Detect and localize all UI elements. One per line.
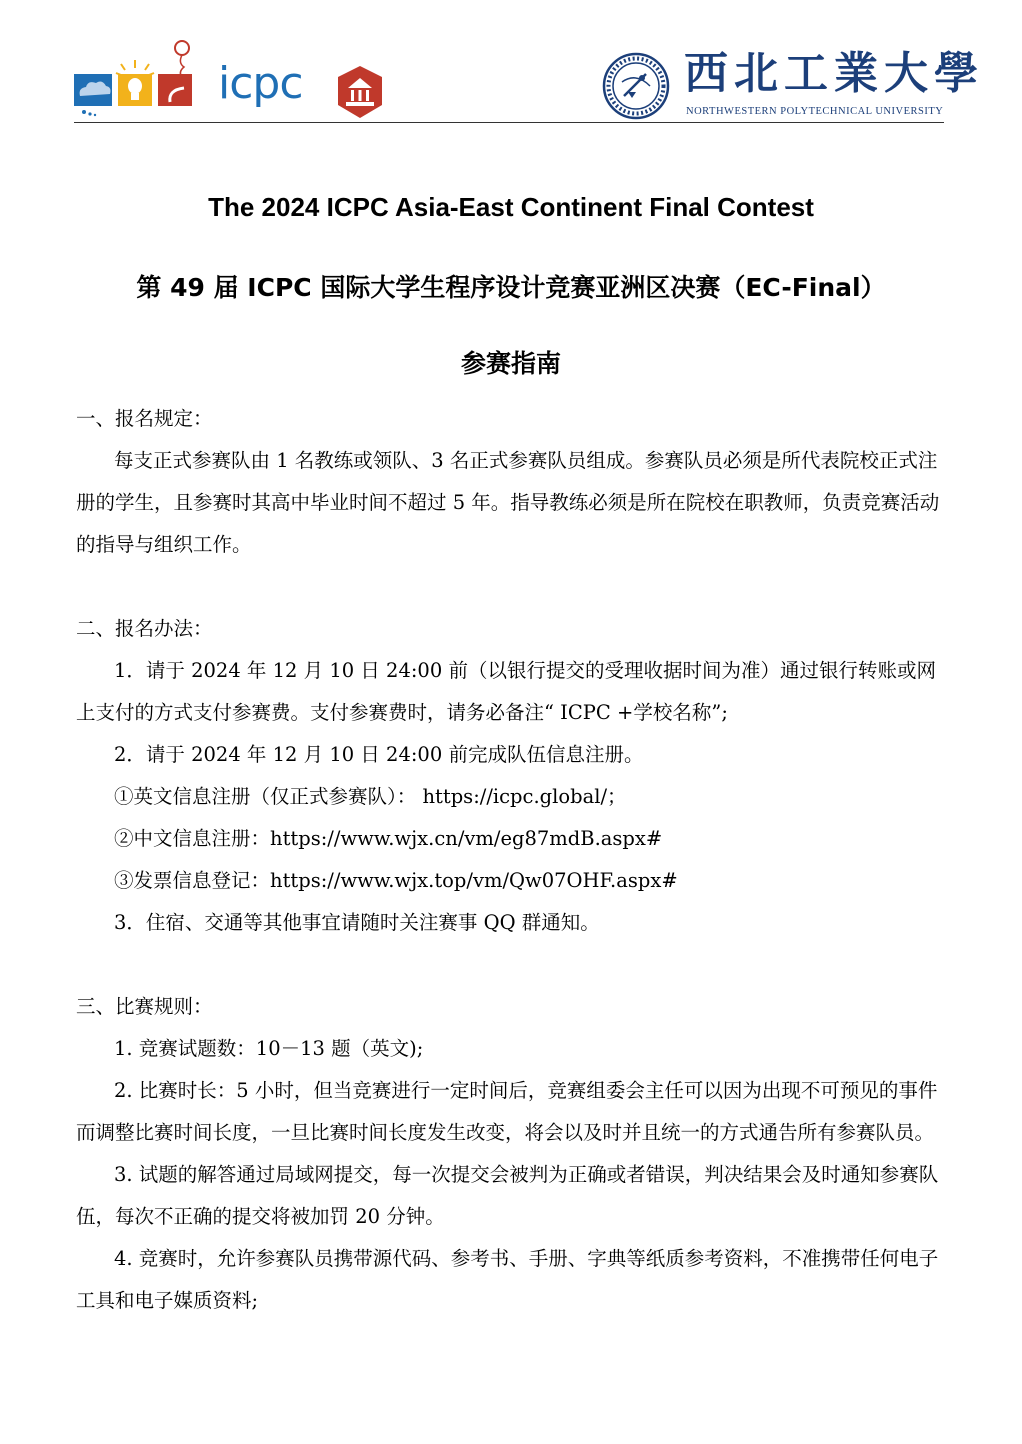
university-name-cn: 西北工業大學 <box>684 48 984 99</box>
registration-sub-chinese <box>76 818 942 860</box>
section-heading-registration-rules: 一、报名规定： <box>76 407 213 430</box>
section-heading-registration-method: 二、报名办法： <box>76 617 213 640</box>
university-name-en: NORTHWESTERN POLYTECHNICAL UNIVERSITY <box>686 106 944 117</box>
registration-method-item-1: 1．请于 2024 年 12 月 10 日 24:00 前（以银行提交的受理收据时间为准）通过银行转账或网上支付的方式支付参赛费。支付参赛费时，请务必备注“ ICPC +学校名称”; <box>76 659 936 724</box>
registration-sub-chinese-label: ②中文信息注册： <box>114 827 271 850</box>
document-body <box>76 398 942 1322</box>
registration-sub-english-label: ①英文信息注册（仅正式参赛队）： <box>114 785 417 808</box>
contest-rule-1: 1. 竞赛试题数：10－13 题（英文); <box>114 1037 424 1060</box>
registration-rules-paragraph: 每支正式参赛队由 1 名教练或领队、3 名正式参赛队员组成。参赛队员必须是所代表院校正式注册的学生，且参赛时其高中毕业时间不超过 5 年。指导教练必须是所在院校在职教师，负责竞赛活动的指导与组织工作。 <box>76 449 940 556</box>
contest-rule-3: 3. 试题的解答通过局域网提交，每一次提交会被判为正确或者错误，判决结果会及时通知参赛队伍，每次不正确的提交将被加罚 20 分钟。 <box>76 1163 939 1228</box>
registration-sub-english-end: ； <box>607 785 627 808</box>
title-english: The 2024 ICPC Asia-East Continent Final Contest <box>208 192 814 222</box>
link-wjx-chinese-registration[interactable]: https://www.wjx.cn/vm/eg87mdB.aspx# <box>270 827 663 850</box>
registration-sub-invoice <box>76 860 942 902</box>
registration-method-item-3: 3．住宿、交通等其他事宜请随时关注赛事 QQ 群通知。 <box>114 911 600 934</box>
nwpu-seal-icon <box>602 52 670 120</box>
registration-method-item-2: 2．请于 2024 年 12 月 10 日 24:00 前完成队伍信息注册。 <box>114 743 644 766</box>
header-divider <box>74 122 944 123</box>
registration-sub-english <box>76 776 942 818</box>
title-guide: 参赛指南 <box>460 349 561 378</box>
section-gap <box>76 566 942 608</box>
section-heading-contest-rules: 三、比赛规则： <box>76 995 213 1018</box>
title-chinese: 第 49 届 ICPC 国际大学生程序设计竞赛亚洲区决赛（EC-Final） <box>136 273 886 302</box>
nwpu-building-emblem-icon <box>336 66 384 118</box>
link-icpc-global[interactable]: https://icpc.global/ <box>422 785 608 808</box>
page-header <box>0 0 1022 125</box>
registration-sub-invoice-label: ③发票信息登记： <box>114 869 271 892</box>
section-gap <box>76 944 942 986</box>
contest-rule-2: 2. 比赛时长：5 小时，但当竞赛进行一定时间后，竞赛组委会主任可以因为出现不可预见的事件而调整比赛时间长度，一旦比赛时间长度发生改变，将会以及时并且统一的方式通告所有参赛队员。 <box>76 1079 938 1144</box>
link-wjx-invoice[interactable]: https://www.wjx.top/vm/Qw07OHF.aspx# <box>270 869 678 892</box>
contest-rule-4: 4. 竞赛时，允许参赛队员携带源代码、参考书、手册、字典等纸质参考资料，不准携带任何电子工具和电子媒质资料; <box>76 1247 939 1312</box>
icpc-wordmark: icpc <box>218 58 303 109</box>
